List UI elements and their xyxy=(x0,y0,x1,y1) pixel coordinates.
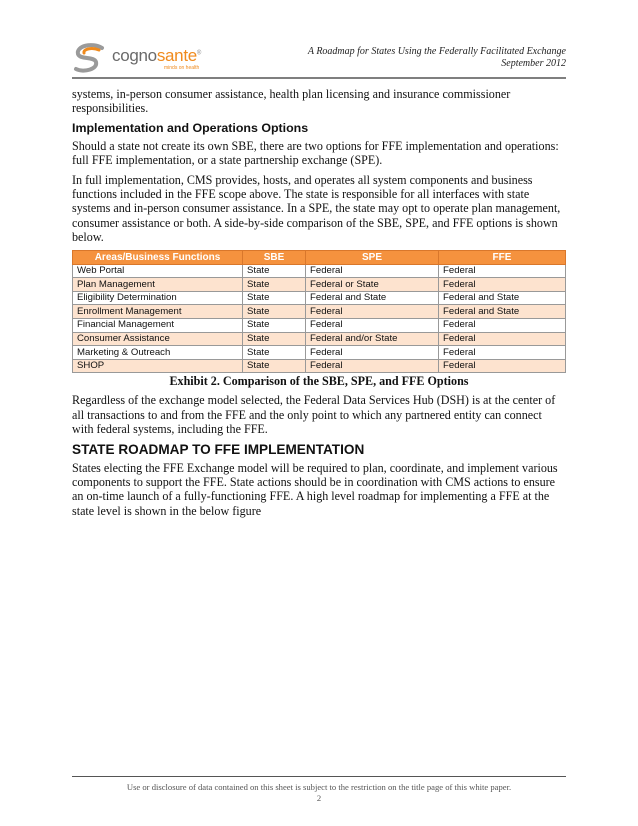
section-heading-implementation: Implementation and Operations Options xyxy=(72,120,309,135)
table-cell: State xyxy=(243,264,306,278)
table-cell: State xyxy=(243,278,306,292)
page-number: 2 xyxy=(316,793,322,803)
table-cell: SHOP xyxy=(73,359,243,373)
swirl-logo-icon xyxy=(72,42,110,76)
column-header-spe: SPE xyxy=(306,250,439,264)
table-cell: State xyxy=(243,291,306,305)
table-cell: Marketing & Outreach xyxy=(73,346,243,360)
table-header-row xyxy=(73,250,566,264)
cognosante-logo xyxy=(72,42,212,76)
section-heading-roadmap: STATE ROADMAP TO FFE IMPLEMENTATION xyxy=(72,441,365,457)
table-cell: Federal xyxy=(439,319,566,333)
table-cell: State xyxy=(243,359,306,373)
table-row xyxy=(73,332,566,346)
table-cell: Federal xyxy=(439,264,566,278)
table-cell: Federal xyxy=(439,278,566,292)
table-cell: Federal and/or State xyxy=(306,332,439,346)
table-cell: Financial Management xyxy=(73,319,243,333)
table-row xyxy=(73,305,566,319)
dsh-paragraph: Regardless of the exchange model selected, the Federal Data Services Hub (DSH) is at the center of all transactions to and from the FFE and the only point to which any partnered entity can connect with federal systems, including the FFE. xyxy=(72,393,556,437)
table-cell: Federal xyxy=(439,346,566,360)
page-header xyxy=(72,38,566,78)
table-cell: Eligibility Determination xyxy=(73,291,243,305)
header-divider xyxy=(72,77,566,79)
document-title-line: A Roadmap for States Using the Federally Facilitated Exchange xyxy=(307,46,566,57)
document-date: September 2012 xyxy=(501,58,566,69)
full-implementation-paragraph: In full implementation, CMS provides, hosts, and operates all system components and business functions included in the FFE scope above. The state is responsible for all interfaces with state systems and in-person consumer assistance. In a SPE, the state may opt to operate plan management, consumer assistance or both. A side-by-side comparison of the SBE, SPE, and FFE options is shown below. xyxy=(72,172,561,245)
table-caption: Exhibit 2. Comparison of the SBE, SPE, and FFE Options xyxy=(169,374,469,389)
table-cell: Federal and State xyxy=(439,305,566,319)
page-footer xyxy=(72,782,566,804)
table-cell: Federal xyxy=(306,319,439,333)
roadmap-paragraph: States electing the FFE Exchange model will be required to plan, coordinate, and implement various components to support the FFE. State actions should be in coordination with CMS actions to ensure an on-time launch of a fully-functioning FFE. A high level roadmap for implementing a FFE at the state level is shown in the below figure xyxy=(72,460,558,518)
table-cell: Enrollment Management xyxy=(73,305,243,319)
table-cell: Consumer Assistance xyxy=(73,332,243,346)
footer-divider xyxy=(72,776,566,777)
comparison-table xyxy=(72,250,566,374)
table-row xyxy=(73,278,566,292)
table-row xyxy=(73,319,566,333)
options-paragraph: Should a state not create its own SBE, there are two options for FFE implementation and operations: full FFE implementation, or a state partnership exchange (SPE). xyxy=(72,138,559,168)
table-row xyxy=(73,264,566,278)
table-cell: Federal and State xyxy=(306,291,439,305)
intro-paragraph: systems, in-person consumer assistance, health plan licensing and insurance commissioner responsibilities. xyxy=(72,87,511,116)
logo-tagline: minds on health xyxy=(164,65,200,71)
table-cell: Federal xyxy=(439,359,566,373)
table-cell: Federal xyxy=(439,332,566,346)
table-cell: Web Portal xyxy=(73,264,243,278)
table-cell: State xyxy=(243,346,306,360)
logo-wordmark: cognosante® xyxy=(112,46,202,65)
document-title xyxy=(308,46,566,70)
column-header-ffe: FFE xyxy=(439,250,566,264)
table-cell: State xyxy=(243,319,306,333)
column-header-areas: Areas/Business Functions xyxy=(73,250,243,264)
table-row xyxy=(73,291,566,305)
table-cell: Plan Management xyxy=(73,278,243,292)
footer-disclaimer: Use or disclosure of data contained on this sheet is subject to the restriction on the title page of this white paper. xyxy=(126,782,512,792)
table-cell: Federal and State xyxy=(439,291,566,305)
table-cell: Federal xyxy=(306,264,439,278)
column-header-sbe: SBE xyxy=(243,250,306,264)
table-cell: Federal xyxy=(306,359,439,373)
table-row xyxy=(73,346,566,360)
table-cell: Federal or State xyxy=(306,278,439,292)
table-cell: State xyxy=(243,305,306,319)
table-row xyxy=(73,359,566,373)
table-cell: Federal xyxy=(306,346,439,360)
page-body xyxy=(72,87,566,523)
table-cell: Federal xyxy=(306,305,439,319)
table-cell: State xyxy=(243,332,306,346)
